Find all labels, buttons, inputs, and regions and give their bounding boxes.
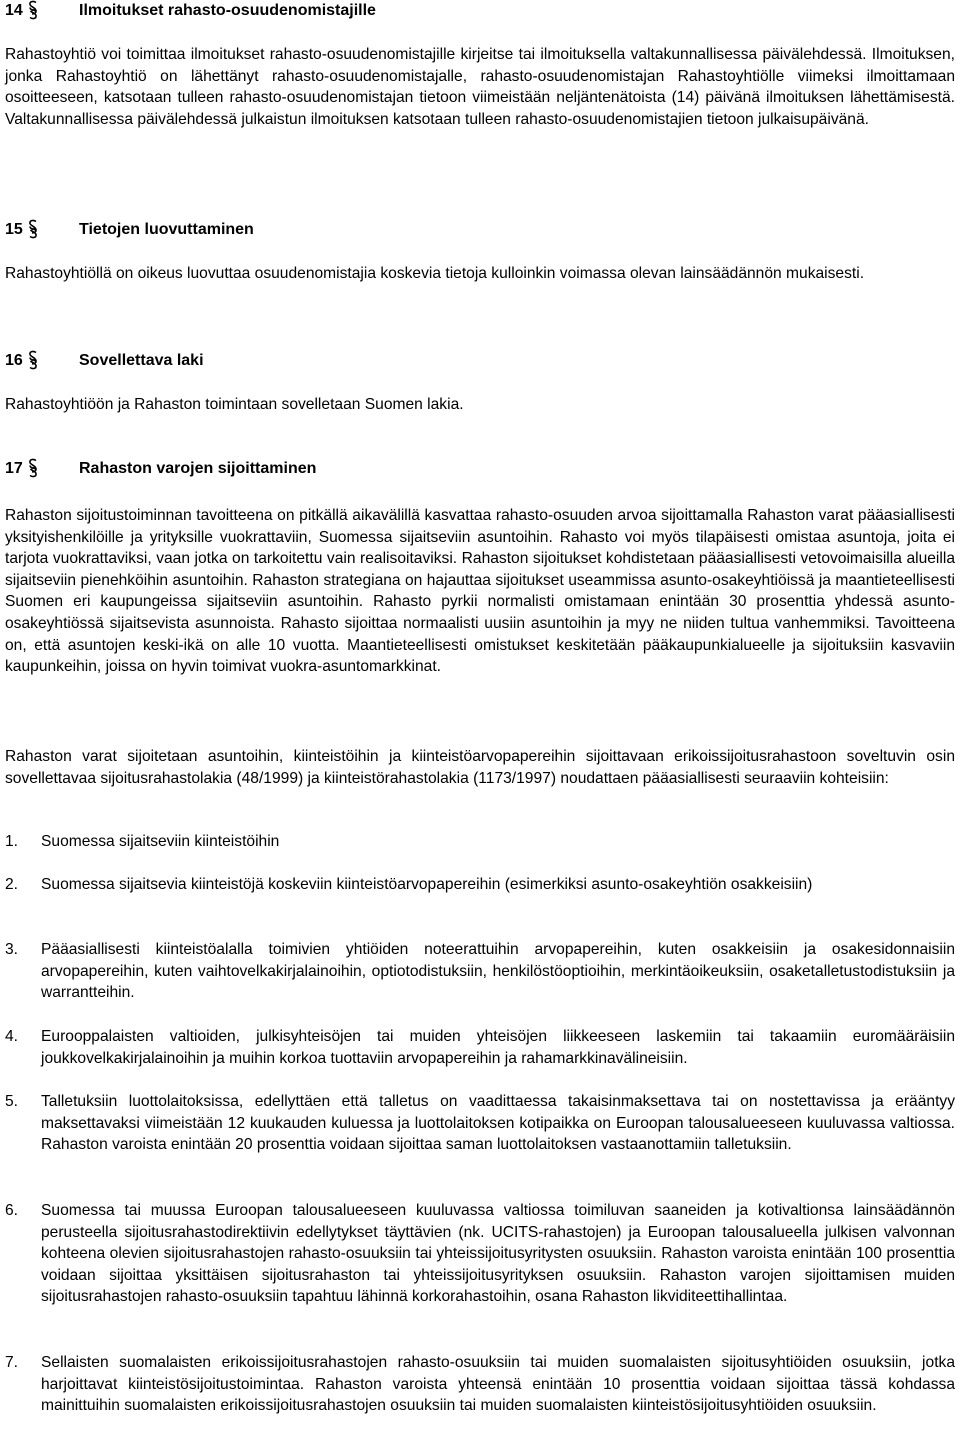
- section-heading-15: [5, 219, 254, 241]
- list-item-number: 4.: [5, 1028, 19, 1045]
- section-sign-icon: [27, 458, 39, 478]
- section-sign-icon: [27, 0, 39, 20]
- list-item-text: Sellaisten suomalaisten erikoissijoitusrahastojen rahasto-osuuksiin tai muiden suomalaisten sijoitusyhtiöiden osuuksiin, jotka harjoittavat kiinteistösijoitustoimintaa. Rahaston varoista yhteensä enintään 10 prosenttia voidaan sijoittaa tässä kohdassa mainittuihin suomalaisten erikoissijoitusrahastojen osuuksiin tai muiden suomalaisten kiinteistösijoitusyhtiöiden osuuksiin.: [41, 1354, 955, 1415]
- section-sign-icon: [27, 219, 39, 239]
- list-item: [5, 939, 955, 1004]
- section-title: Tietojen luovuttaminen: [79, 221, 254, 238]
- list-item-number: 1.: [5, 833, 19, 850]
- list-item-text: Pääasiallisesti kiinteistöalalla toimivien yhtiöiden noteerattuihin arvopapereihin, kuten osakkeisiin ja osakesidonnaisiin arvopapereihin, kuten vaihtovelkakirjalainoihin, optiotodistuksiin, henkilöstöoptioihin, merkintäoikeuksiin, osaketalletustodistuksiin ja warrantteihin.: [41, 941, 955, 1002]
- list-item-number: 3.: [5, 941, 19, 958]
- paragraph: Rahastoyhtiö voi toimittaa ilmoitukset rahasto-osuudenomistajille kirjeitse tai ilmoituksella valtakunnallisessa päivälehdessä. Ilmoituksen, jonka Rahastoyhtiö on lähettänyt rahasto-osuudenomistajalle, rahasto-osuudenomistajan Rahastoyhtiölle viimeksi ilmoittamaan osoitteeseen, katsotaan tulleen rahasto-osuudenomistajan tietoon viimeistään neljäntenätoista (14) päivänä ilmoituksen lähettämisestä. Valtakunnallisessa päivälehdessä julkaistun ilmoituksen katsotaan tulleen rahasto-osuudenomistajien tietoon julkaisupäivänä.: [5, 46, 955, 128]
- paragraph: Rahastoyhtiöön ja Rahaston toimintaan sovelletaan Suomen lakia.: [5, 396, 464, 413]
- list-item: [5, 874, 955, 896]
- list-item-text: Suomessa sijaitseviin kiinteistöihin: [41, 833, 280, 850]
- section-title: Rahaston varojen sijoittaminen: [79, 460, 317, 477]
- list-item: [5, 1091, 955, 1156]
- section-title: Ilmoitukset rahasto-osuudenomistajille: [79, 2, 376, 19]
- section-title: Sovellettava laki: [79, 352, 204, 369]
- list-item: [5, 1026, 955, 1069]
- list-item-text: Talletuksiin luottolaitoksissa, edellyttäen että talletus on vaadittaessa takaisinmaksettava tai on nostettavissa ja erääntyy maksettavaksi viimeistään 12 kuukauden kuluessa ja luottolaitoksen kotipaikka on Euroopan talousalueeseen kuuluvassa valtiossa. Rahaston varoista enintään 20 prosenttia voidaan sijoittaa saman luottolaitoksen vastaanottamiin talletuksiin.: [41, 1093, 955, 1154]
- paragraph: Rahastoyhtiöllä on oikeus luovuttaa osuudenomistajia koskevia tietoja kulloinkin voimassa olevan lainsäädännön mukaisesti.: [5, 265, 865, 282]
- section-17-body-2: [5, 746, 955, 789]
- list-item-text: Suomessa tai muussa Euroopan talousalueeseen kuuluvassa valtiossa toimiluvan saaneiden ja kotivaltionsa lainsäädännön perusteella sijoitusrahastodirektiivin edellytykset täyttävien (nk. UCITS-rahastojen) ja Euroopan talousalueella julkisen valvonnan kohteena olevien sijoitusrahastojen rahasto-osuuksiin tai yhteissijoitusyritysten osuuksiin. Rahaston varoista enintään 100 prosenttia voidaan sijoittaa yksittäisen sijoitusrahaston tai yhteissijoitusyrityksen osuuksiin. Rahaston varojen sijoittamisen muiden sijoitusrahastojen rahasto-osuuksiin tapahtuu lähinnä korkorahastoihin, osana Rahaston likviditeettihallintaa.: [41, 1202, 955, 1306]
- section-17-body: [5, 505, 955, 678]
- section-15-body: [5, 263, 955, 285]
- section-number: 17: [5, 460, 23, 477]
- list-item-number: 5.: [5, 1093, 19, 1110]
- list-item-number: 6.: [5, 1202, 19, 1219]
- list-item: [5, 831, 955, 853]
- section-number: 16: [5, 352, 23, 369]
- list-item: [5, 1352, 955, 1417]
- list-item-text: Suomessa sijaitsevia kiinteistöjä koskeviin kiinteistöarvopapereihin (esimerkiksi asunto-osakeyhtiön osakkeisiin): [41, 876, 813, 893]
- list-item: [5, 1200, 955, 1308]
- section-sign-icon: [27, 350, 39, 370]
- section-heading-16: [5, 350, 204, 372]
- list-item-number: 7.: [5, 1354, 19, 1371]
- section-number: 15: [5, 221, 23, 238]
- list-item-number: 2.: [5, 876, 19, 893]
- section-heading-14: [5, 0, 376, 22]
- section-heading-17: [5, 458, 317, 480]
- paragraph: Rahaston sijoitustoiminnan tavoitteena on pitkällä aikavälillä kasvattaa rahasto-osuuden arvoa sijoittamalla Rahaston varat pääasiallisesti yksityishenkilöille ja yrityksille vuokrattaviin, Suomessa sijaitseviin asuntoihin. Rahasto voi myös tilapäisesti omistaa asuntoja, joita ei tarjota vuokrattaviksi, vaan jotka on tarkoitettu vain realisoitaviksi. Rahaston sijoitukset kohdistetaan pääasiallisesti vetovoimaisilla alueilla sijaitseviin pienehköihin asuntoihin. Rahaston strategiana on hajauttaa sijoitukset useammissa asunto-osakeyhtiöissä ja maantieteellisesti Suomen eri kaupungeissa sijaitseviin asuntoihin. Rahasto pyrkii normalisti omistamaan enintään 30 prosenttia yhdessä asunto-osakeyhtiössä sijaitsevista asunnoista. Rahasto sijoittaa normaalisti uusiin asuntoihin ja myy ne niiden tultua vanhemmiksi. Tavoitteena on, että asuntojen keski-ikä on alle 10 vuotta. Maantieteellisesti omistukset keskitetään pääkaupunkialueelle ja sijoituksiin kasvaviin kaupunkeihin, joissa on hyvin toimivat vuokra-asuntomarkkinat.: [5, 507, 955, 676]
- section-14-body: [5, 44, 955, 130]
- list-item-text: Eurooppalaisten valtioiden, julkisyhteisöjen tai muiden yhteisöjen liikkeeseen laskemiin tai takaamiin euromääräisiin joukkovelkakirjalainoihin ja muihin korkoa tuottaviin arvopapereihin ja rahamarkkinavälineisiin.: [41, 1028, 955, 1067]
- paragraph: Rahaston varat sijoitetaan asuntoihin, kiinteistöihin ja kiinteistöarvopapereihin sijoittavaan erikoissijoitusrahastoon soveltuvin osin sovellettavaa sijoitusrahastolakia (48/1999) ja kiinteistörahastolakia (1173/1997) noudattaen pääasiallisesti seuraaviin kohteisiin:: [5, 748, 955, 787]
- section-16-body: [5, 394, 955, 416]
- section-number: 14: [5, 2, 23, 19]
